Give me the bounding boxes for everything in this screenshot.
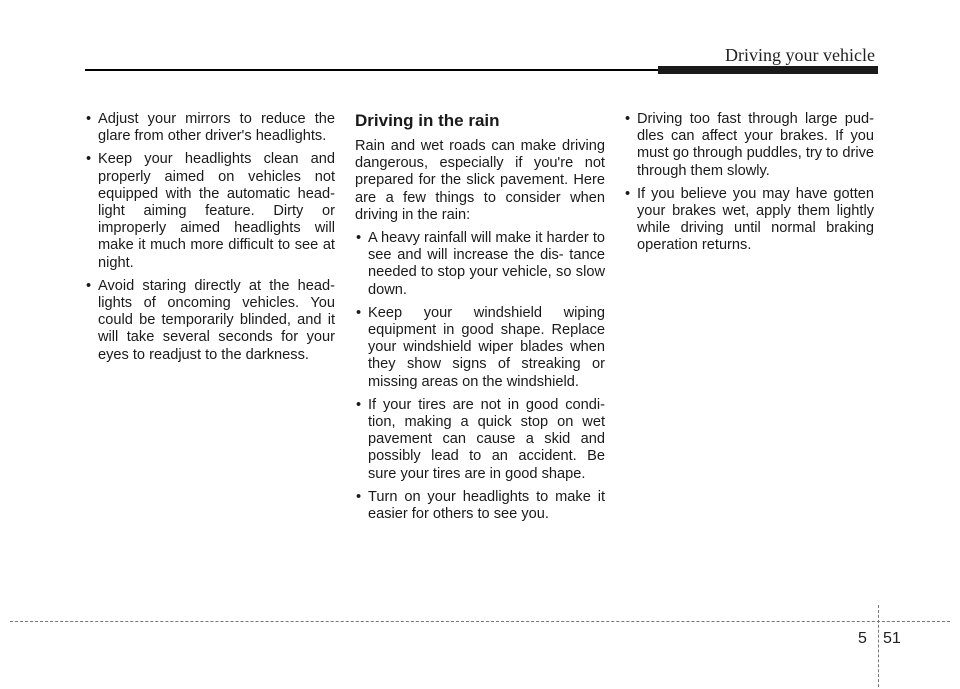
section-heading: Driving in the rain [355,111,500,130]
list-item: • If you believe you may have gotten your brakes wet, apply them lightly while driving until normal braking operation returns. [624,186,874,255]
list-item: • Keep your headlights clean and properly aimed on vehicles not equipped with the automatic head- light aiming feature. Dirty or improperly aimed headlights will make it much more difficult to see at night. [85,151,335,271]
column-right [624,111,874,261]
list-item: • Adjust your mirrors to reduce the glare from other driver's headlights. [85,111,335,145]
bullet-list [85,111,335,364]
bullet-list [624,111,874,255]
list-item: • Turn on your headlights to make it easier for others to see you. [355,489,605,523]
list-item: • A heavy rainfall will make it harder to see and will increase the dis- tance needed to stop your vehicle, so slow down. [355,230,605,299]
chapter-number: 5 [858,630,867,647]
column-middle [355,111,605,529]
list-item: • Keep your windshield wiping equipment in good shape. Replace your windshield wiper blades when they show signs of streaking or missing areas on the windshield. [355,305,605,391]
intro-paragraph: Rain and wet roads can make driving dangerous, especially if you're not prepared for the slick pavement. Here are a few things to consider when driving in the rain: [355,138,605,223]
footer-divider [10,621,950,622]
section-title: Driving your vehicle [725,45,875,65]
header-bar [658,66,878,74]
bullet-list [355,230,605,523]
footer-vertical-divider [878,605,879,687]
page-number: 51 [883,630,901,647]
column-left [85,111,335,370]
list-item: • Driving too fast through large pud- dles can affect your brakes. If you must go through puddles, try to drive through them slowly. [624,111,874,180]
list-item: • Avoid staring directly at the head- lights of oncoming vehicles. You could be temporarily blinded, and it will take several seconds for your eyes to readjust to the darkness. [85,278,335,364]
list-item: • If your tires are not in good condi- tion, making a quick stop on wet pavement can cause a skid and possibly lead to an accident. Be sure your tires are in good shape. [355,397,605,483]
header-rule [85,69,660,71]
